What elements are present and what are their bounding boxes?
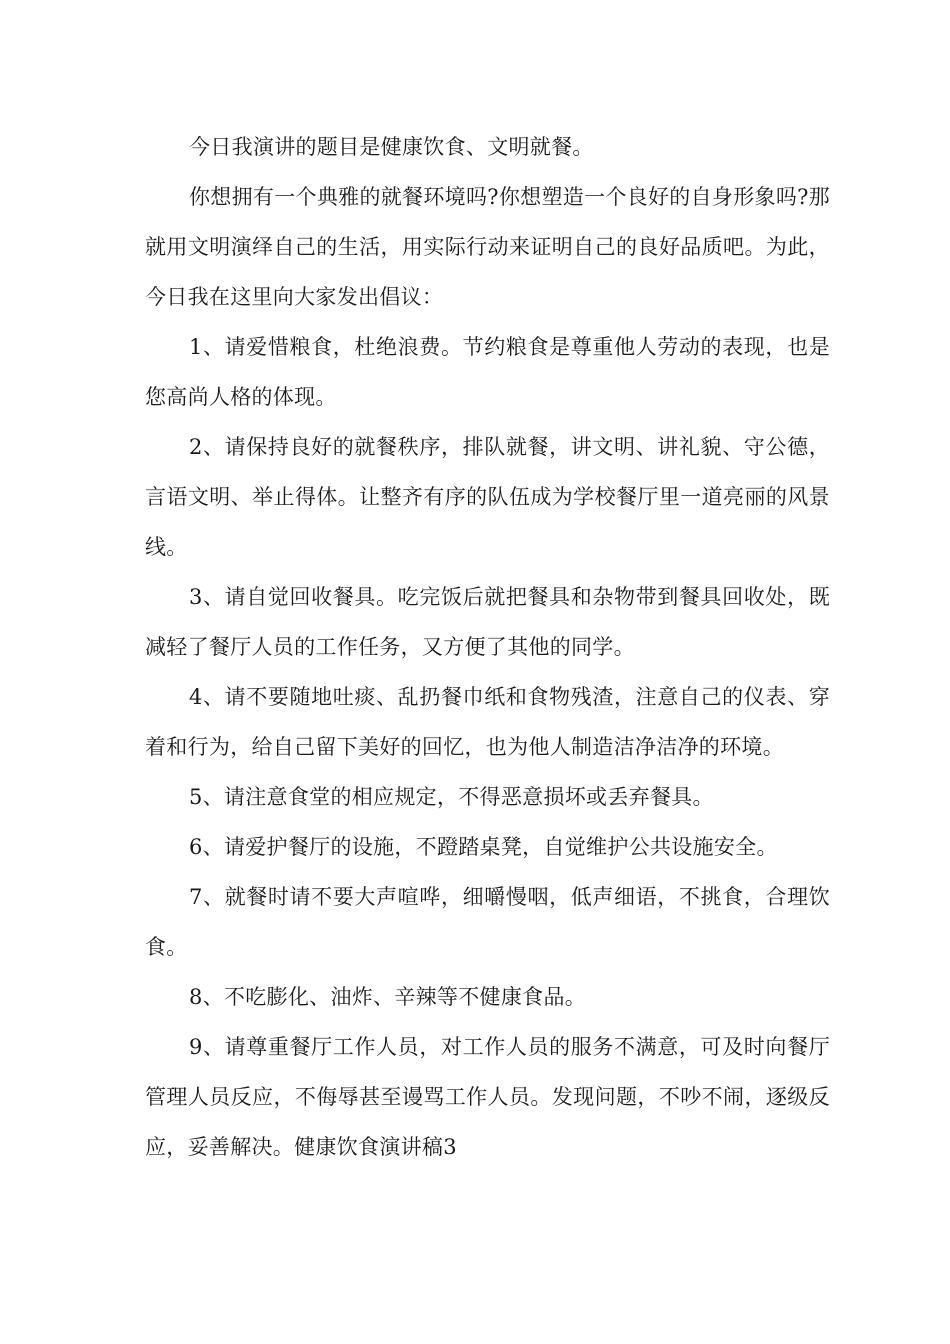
paragraph-item-9: 9、请尊重餐厅工作人员，对工作人员的服务不满意，可及时向餐厅管理人员反应，不侮辱甚至谩骂工作人员。发现问题，不吵不闹，逐级反应，妥善解决。健康饮食演讲稿3 (145, 1035, 830, 1159)
paragraph-item-8: 8、不吃膨化、油炸、辛辣等不健康食品。 (189, 985, 587, 1009)
paragraph-intro: 你想拥有一个典雅的就餐环境吗?你想塑造一个良好的自身形象吗?那就用文明演绎自己的生活，用实际行动来证明自己的良好品质吧。为此，今日我在这里向大家发出倡议： (145, 185, 830, 309)
paragraph-item-1: 1、请爱惜粮食，杜绝浪费。节约粮食是尊重他人劳动的表现，也是您高尚人格的体现。 (145, 335, 830, 409)
paragraph-item-5: 5、请注意食堂的相应规定，不得恶意损坏或丢弃餐具。 (189, 785, 714, 809)
paragraph-topic: 今日我演讲的题目是健康饮食、文明就餐。 (189, 135, 594, 159)
paragraph-item-6: 6、请爱护餐厅的设施，不蹬踏桌凳，自觉维护公共设施安全。 (189, 835, 778, 859)
document-body (145, 122, 830, 1172)
paragraph-item-4: 4、请不要随地吐痰、乱扔餐巾纸和食物残渣，注意自己的仪表、穿着和行为，给自己留下美好的回忆，也为他人制造洁净洁净的环境。 (145, 685, 830, 759)
paragraph-item-2: 2、请保持良好的就餐秩序，排队就餐，讲文明、讲礼貌、守公德，言语文明、举止得体。让整齐有序的队伍成为学校餐厅里一道亮丽的风景线。 (145, 435, 830, 559)
paragraph-item-3: 3、请自觉回收餐具。吃完饭后就把餐具和杂物带到餐具回收处，既减轻了餐厅人员的工作任务，又方便了其他的同学。 (145, 585, 830, 659)
paragraph-item-7: 7、就餐时请不要大声喧哗，细嚼慢咽，低声细语，不挑食，合理饮食。 (145, 885, 830, 959)
